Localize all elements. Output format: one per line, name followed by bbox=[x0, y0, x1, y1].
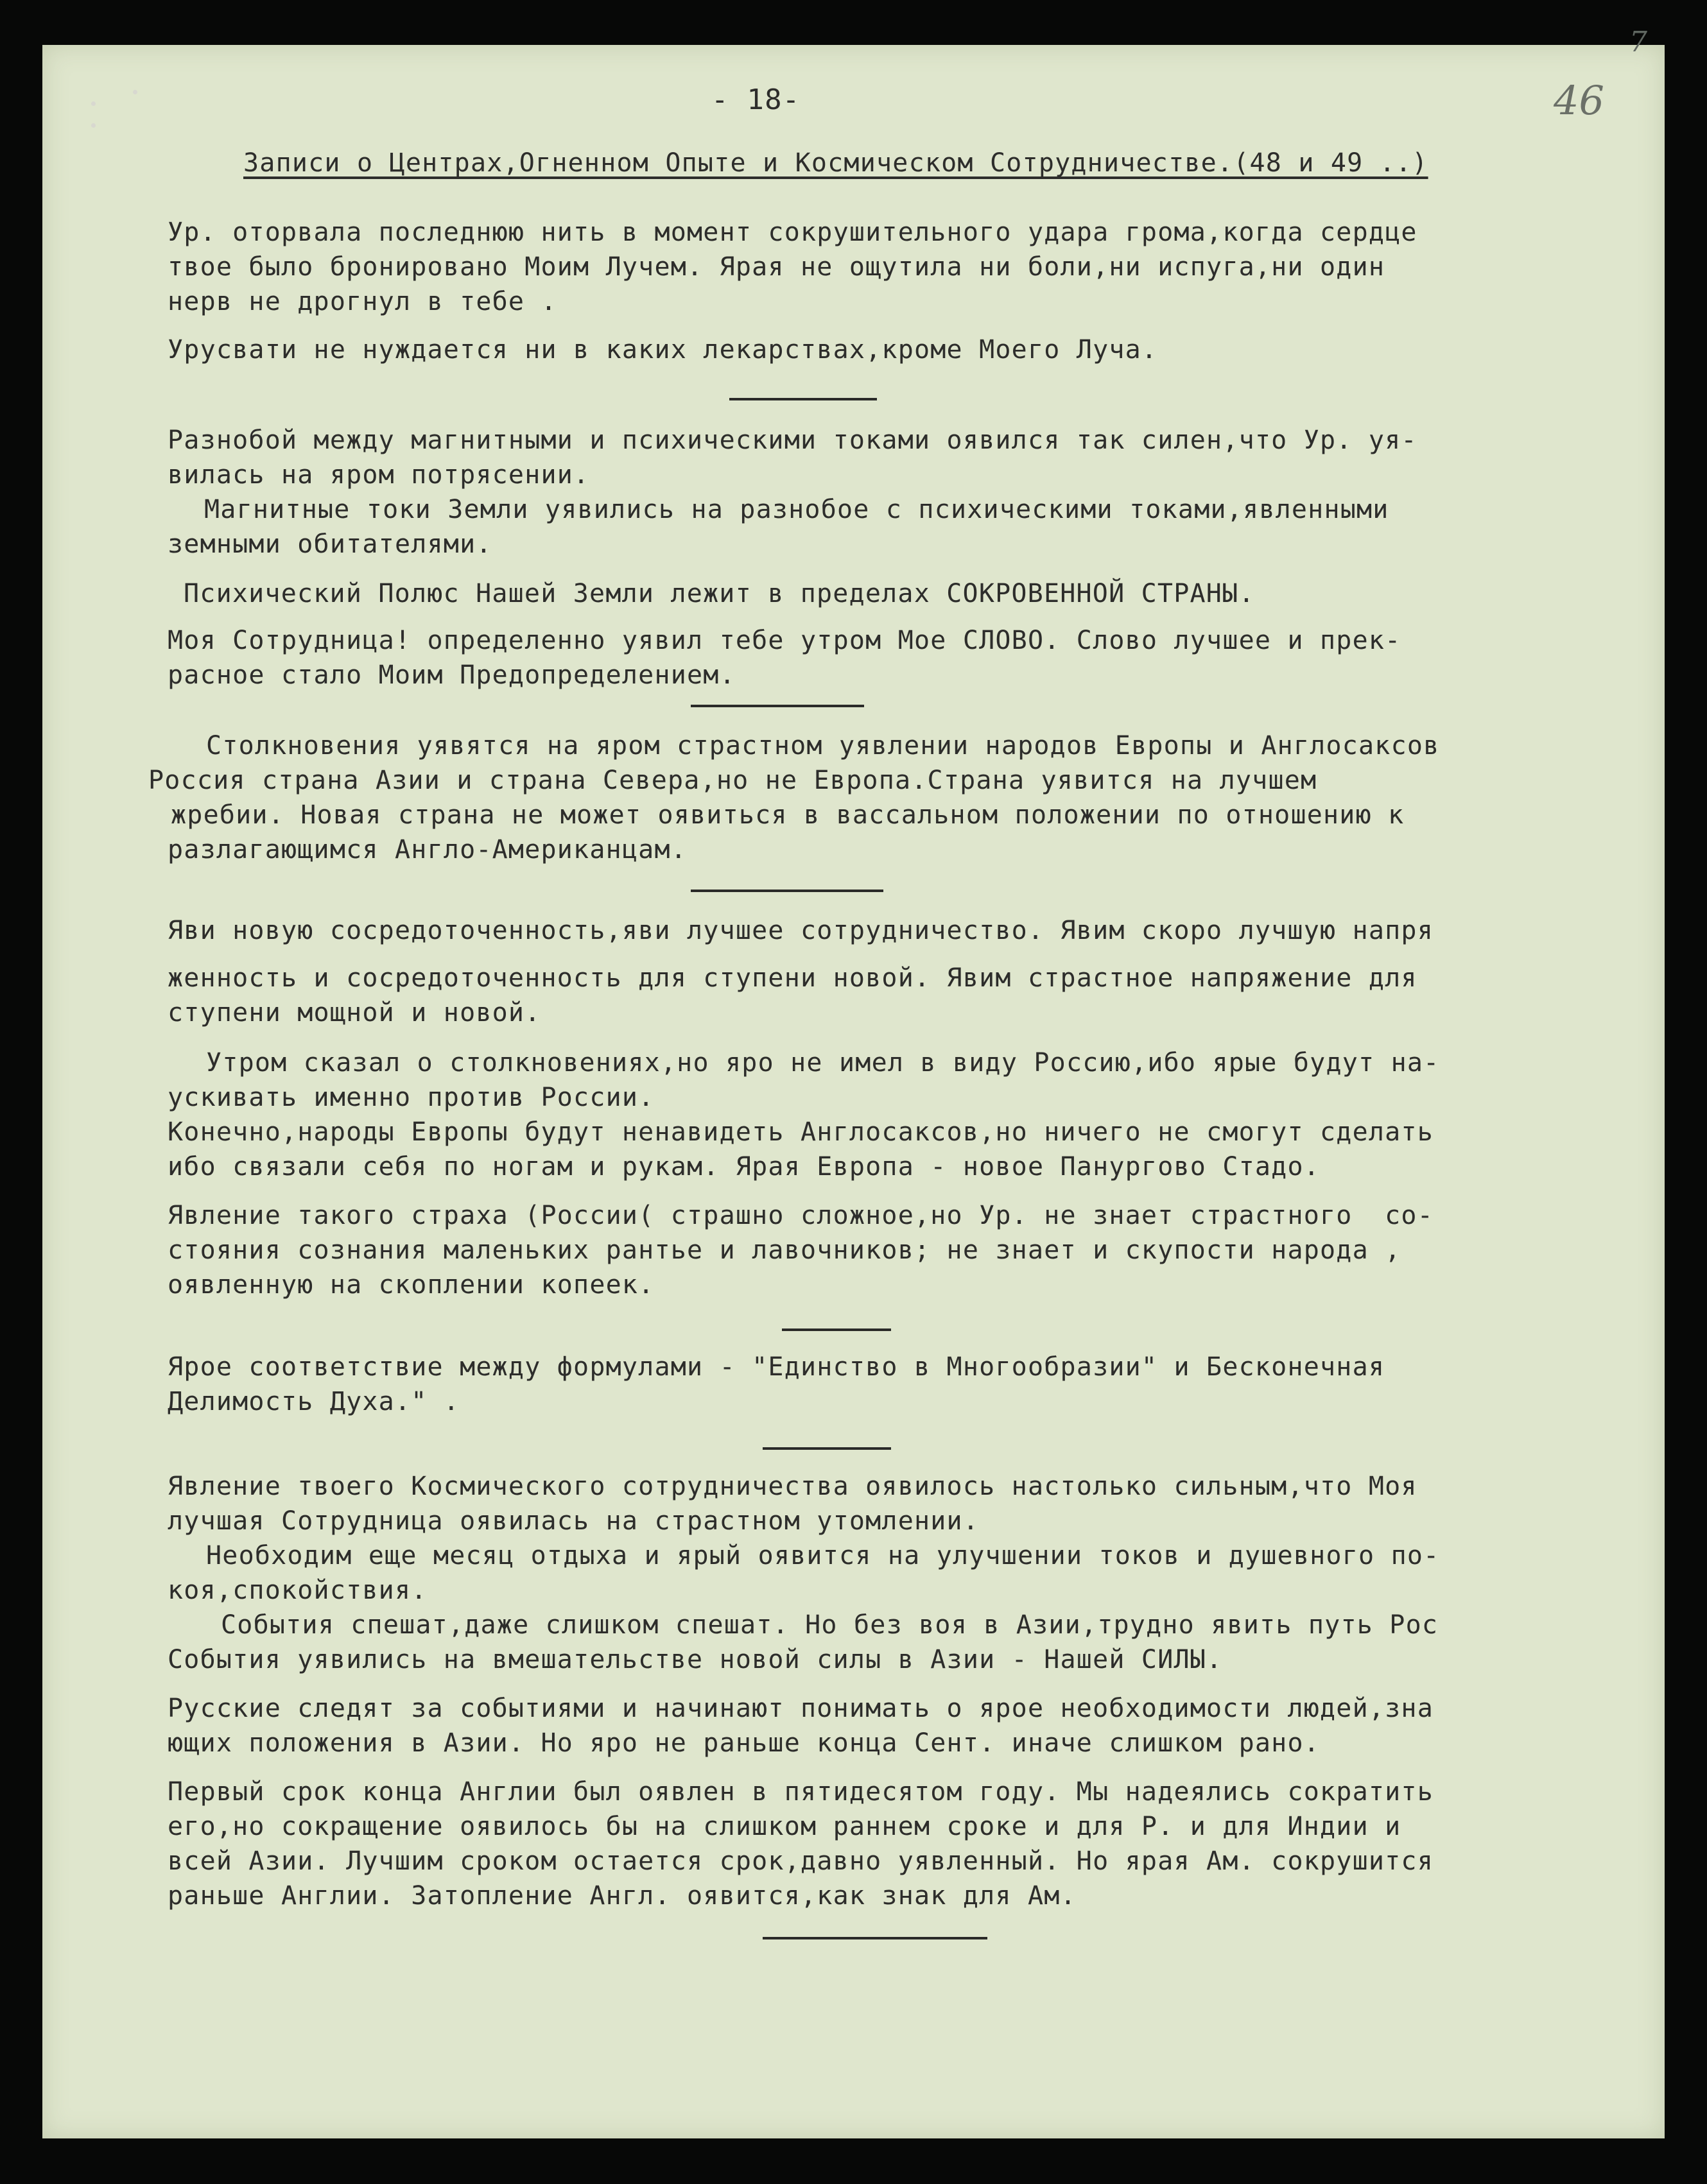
text-line: вилась на яром потрясении. bbox=[168, 460, 590, 490]
binding-hole bbox=[91, 101, 96, 106]
text-line: Утром сказал о столкновениях,но яро не имел в виду Россию,ибо ярые будут на- bbox=[206, 1048, 1440, 1078]
text-line: разлагающимся Англо-Американцам. bbox=[168, 835, 688, 864]
text-line: Русские следят за событиями и начинают понимать о ярое необходимости людей,зна bbox=[168, 1694, 1434, 1723]
text-line: расное стало Моим Предопределением. bbox=[168, 660, 736, 690]
section-divider bbox=[729, 398, 877, 400]
text-line: Ур. оторвала последнюю нить в момент сокрушительного удара грома,когда сердце bbox=[168, 218, 1417, 247]
text-line: Необходим еще месяц отдыха и ярый оявится на улучшении токов и душевного по- bbox=[206, 1541, 1440, 1570]
text-line: Россия страна Азии и страна Севера,но не Европа.Страна уявится на лучшем bbox=[148, 766, 1317, 795]
text-line: Первый срок конца Англии был оявлен в пятидесятом году. Мы надеялись сократить bbox=[168, 1777, 1434, 1807]
section-divider bbox=[691, 890, 883, 892]
text-line: События спешат,даже слишком спешат. Но без воя в Азии,трудно явить путь Рос bbox=[221, 1610, 1439, 1640]
section-divider bbox=[763, 1447, 891, 1450]
text-line: Урусвати не нуждается ни в каких лекарствах,кроме Моего Луча. bbox=[168, 335, 1158, 365]
text-line: Моя Сотрудница! определенно уявил тебе утром Мое СЛОВО. Слово лучшее и прек- bbox=[168, 626, 1401, 655]
text-line: всей Азии. Лучшим сроком остается срок,давно уявленный. Но ярая Ам. сокрушится bbox=[168, 1846, 1434, 1876]
text-line: Явление такого страха (России( страшно сложное,но Ур. не знает страстного со- bbox=[168, 1201, 1434, 1230]
archive-page-number: 46 bbox=[1554, 77, 1604, 124]
binding-hole bbox=[91, 123, 96, 128]
text-line: Разнобой между магнитными и психическими токами оявился так силен,что Ур. уя- bbox=[168, 426, 1417, 455]
text-line: Явление твоего Космического сотрудничества оявилось настолько сильным,что Моя bbox=[168, 1472, 1417, 1501]
text-line: ступени мощной и новой. bbox=[168, 998, 541, 1028]
section-divider bbox=[763, 1937, 987, 1939]
text-line: События уявились на вмешательстве новой силы в Азии - Нашей СИЛЫ. bbox=[168, 1645, 1223, 1674]
text-line: ускивать именно против России. bbox=[168, 1083, 655, 1112]
text-line: ибо связали себя по ногам и рукам. Ярая Европа - новое Панургово Стадо. bbox=[168, 1152, 1321, 1182]
text-line: стояния сознания маленьких рантье и лавочников; не знает и скупости народа , bbox=[168, 1235, 1401, 1265]
text-line: оявленную на скоплении копеек. bbox=[168, 1270, 655, 1300]
text-line: Столкновения уявятся на яром страстном уявлении народов Европы и Англосаксов bbox=[206, 731, 1440, 761]
text-line: жребии. Новая страна не может оявиться в вассальном положении по отношению к bbox=[171, 800, 1405, 830]
text-line: земными обитателями. bbox=[168, 529, 492, 559]
text-line: коя,спокойствия. bbox=[168, 1576, 428, 1605]
text-line: Конечно,народы Европы будут ненавидеть Англосаксов,но ничего не смогут сделать bbox=[168, 1117, 1434, 1147]
text-line: Делимость Духа." . bbox=[168, 1387, 460, 1416]
corner-mark: 7 bbox=[1629, 26, 1647, 58]
section-divider bbox=[782, 1328, 891, 1331]
text-line: Магнитные токи Земли уявились на разнобое с психическими токами,явленными bbox=[204, 495, 1389, 524]
page-number: - 18- bbox=[711, 83, 801, 116]
text-line: Психический Полюс Нашей Земли лежит в пределах СОКРОВЕННОЙ СТРАНЫ. bbox=[184, 579, 1255, 608]
section-divider bbox=[691, 705, 864, 707]
document-title: Записи о Центрах,Огненном Опыте и Космическом Сотрудничестве.(48 и 49 ..) bbox=[243, 148, 1428, 178]
text-line: женность и сосредоточенность для ступени новой. Явим страстное напряжение для bbox=[168, 963, 1417, 993]
text-line: твое было бронировано Моим Лучем. Ярая не ощутила ни боли,ни испуга,ни один bbox=[168, 252, 1385, 282]
text-line: Ярое соответствие между формулами - "Единство в Многообразии" и Бесконечная bbox=[168, 1352, 1385, 1382]
text-line: раньше Англии. Затопление Англ. оявится,как знак для Ам. bbox=[168, 1881, 1077, 1911]
text-line: нерв не дрогнул в тебе . bbox=[168, 287, 557, 316]
text-line: его,но сокращение оявилось бы на слишком раннем сроке и для Р. и для Индии и bbox=[168, 1812, 1401, 1841]
text-line: Яви новую сосредоточенность,яви лучшее сотрудничество. Явим скоро лучшую напря bbox=[168, 916, 1434, 945]
text-line: лучшая Сотрудница оявилась на страстном утомлении. bbox=[168, 1506, 980, 1536]
binding-hole bbox=[133, 90, 137, 94]
text-line: ющих положения в Азии. Но яро не раньше конца Сент. иначе слишком рано. bbox=[168, 1728, 1321, 1758]
document-page bbox=[42, 45, 1665, 2138]
